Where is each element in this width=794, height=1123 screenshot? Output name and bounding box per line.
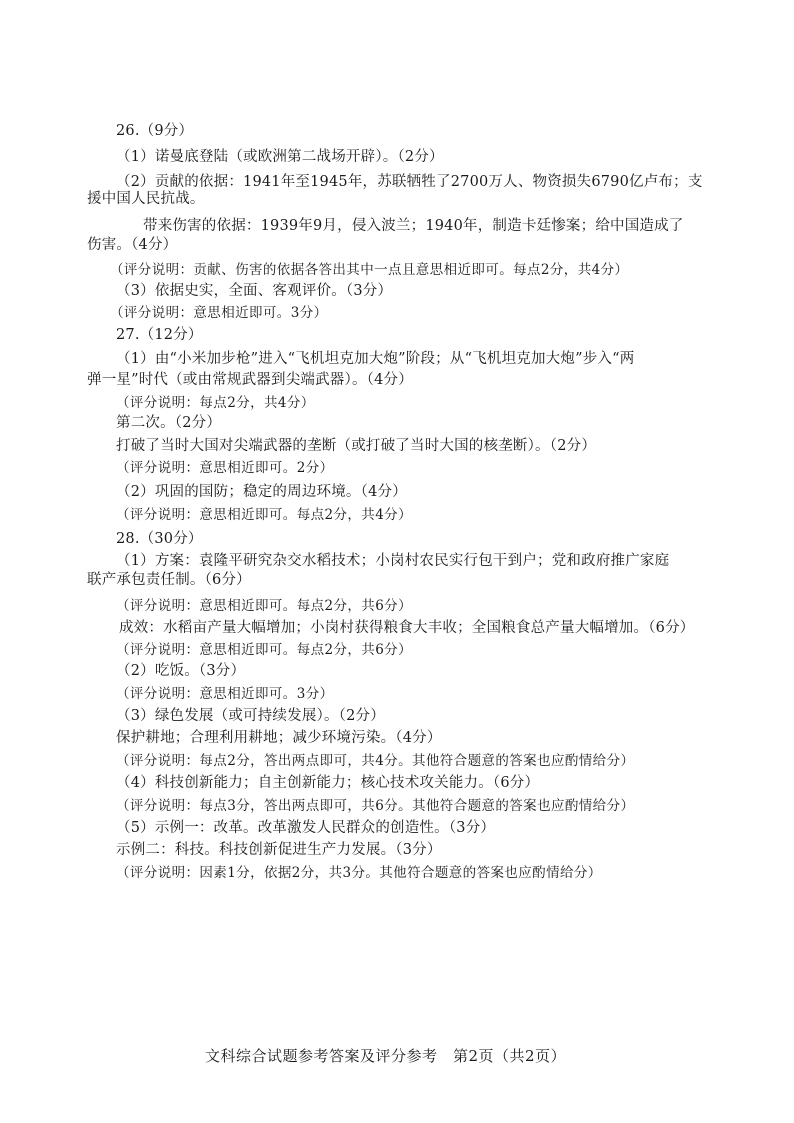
q28-part3-answer: （3）绿色发展（或可持续发展）。（2分） [116,708,385,724]
page-footer: 文科综合试题参考答案及评分参考 第2页（共2页） [205,1047,567,1065]
q26-part3-scoring-note: （评分说明：意思相近即可。3分） [110,305,328,321]
q26-part2-scoring-note: （评分说明：贡献、伤害的依据各答出其中一点且意思相近即可。每点2分，共4分） [110,262,629,278]
q27-heading: 27.（12分） [116,327,203,343]
q27-part1-third-scoring-note: （评分说明：意思相近即可。2分） [116,460,334,476]
q27-part1-answer-line2: 弹一星”时代（或由常规武器到尖端武器）。（4分） [87,372,413,388]
q27-part1-third-answer: 打破了当时大国对尖端武器的垄断（或打破了当时大国的核垄断）。（2分） [116,438,597,454]
q28-part2-scoring-note: （评分说明：意思相近即可。3分） [116,686,334,702]
q28-part2-answer: （2）吃饭。（3分） [116,663,246,679]
q28-part5-example1: （5）示例一：改革。改革激发人民群众的创造性。（3分） [116,820,496,836]
q28-part1-plan-line2: 联产承包责任制。（6分） [87,572,251,588]
q28-part1-effect-answer: 成效：水稻亩产量大幅增加；小岗村获得粮食大丰收；全国粮食总产量大幅增加。（6分） [119,620,695,636]
q26-part1-answer: （1）诺曼底登陆（或欧洲第二战场开辟）。（2分） [116,149,444,165]
q26-part2-answer-line1: （2）贡献的依据：1941年至1945年，苏联牺牲了2700万人、物资损失6790亿卢布；支 [116,174,703,190]
q26-part2-answer-line2: 援中国人民抗战。 [87,191,205,207]
q26-part2-harm-line1: 带来伤害的依据：1939年9月，侵入波兰；1940年，制造卡廷惨案；给中国造成了 [143,218,684,234]
q28-part3-scoring-note: （评分说明：每点2分，答出两点即可，共4分。其他符合题意的答案也应酌情给分） [116,753,635,769]
q27-part2-answer: （2）巩固的国防；稳定的周边环境。（4分） [116,484,407,500]
q28-part3-second-answer: 保护耕地；合理利用耕地；减少环境污染。（4分） [116,730,442,746]
q28-part5-example2: 示例二：科技。科技创新促进生产力发展。（3分） [116,842,442,858]
q27-part1-answer-line1: （1）由“小米加步枪”进入“飞机坦克加大炮”阶段；从“飞机坦克加大炮”步入“两 [116,351,635,367]
q28-part5-scoring-note: （评分说明：因素1分，依据2分，共3分。其他符合题意的答案也应酌情给分） [116,865,602,881]
q26-part2-harm-line2: 伤害。（4分） [87,237,178,253]
q26-heading: 26.（9分） [116,123,194,139]
q28-part1-plan-scoring-note: （评分说明：意思相近即可。每点2分，共6分） [116,598,412,614]
q26-part3-answer: （3）依据史实，全面、客观评价。（3分） [116,283,393,299]
q28-heading: 28.（30分） [116,531,203,547]
q28-part4-answer: （4）科技创新能力；自主创新能力；核心技术攻关能力。（6分） [116,775,540,791]
q28-part1-effect-scoring-note: （评分说明：意思相近即可。每点2分，共6分） [116,642,412,658]
q27-part1-second-answer: 第二次。（2分） [116,415,222,431]
q27-part2-scoring-note: （评分说明：意思相近即可。每点2分，共4分） [116,507,412,523]
q28-part4-scoring-note: （评分说明：每点3分，答出两点即可，共6分。其他符合题意的答案也应酌情给分） [116,798,635,814]
q28-part1-plan-line1: （1）方案：袁隆平研究杂交水稻技术；小岗村农民实行包干到户；党和政府推广家庭 [116,553,670,569]
q27-part1-scoring-note: （评分说明：每点2分，共4分） [116,395,315,411]
